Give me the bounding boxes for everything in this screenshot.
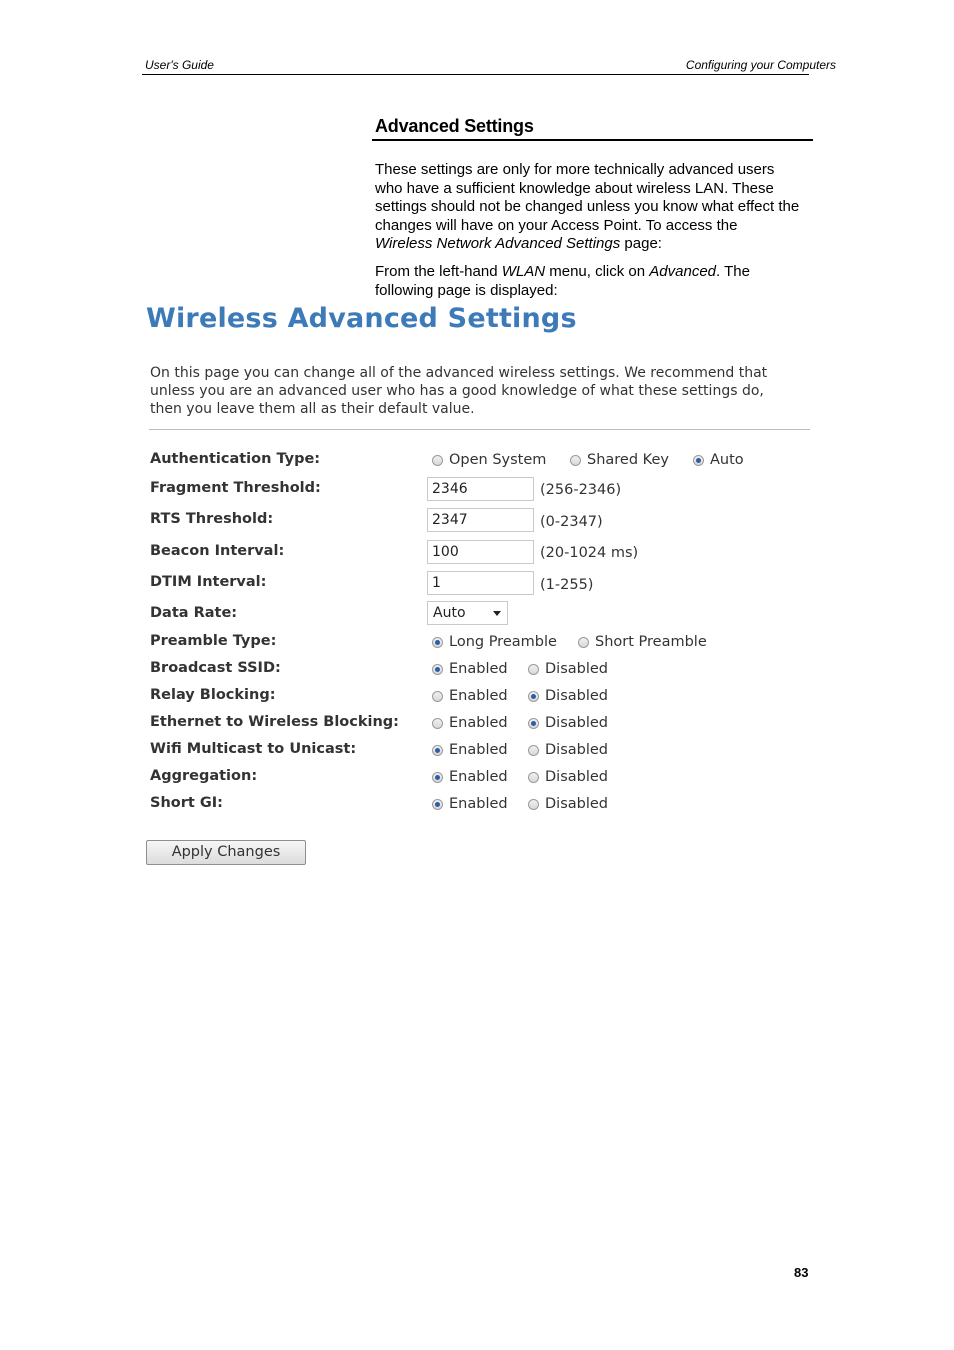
beacon-interval-label: Beacon Interval: — [150, 543, 285, 559]
option-label: Short Preamble — [595, 634, 707, 650]
multicast-unicast-label: Wifi Multicast to Unicast: — [150, 741, 357, 757]
option-label: Disabled — [545, 688, 608, 704]
short-gi-enabled-radio[interactable] — [432, 796, 508, 812]
ethernet-blocking-enabled-radio[interactable] — [432, 715, 508, 731]
option-label: Open System — [449, 452, 547, 468]
option-label: Disabled — [545, 661, 608, 677]
auth-shared-key-radio[interactable] — [570, 452, 669, 468]
page-name: Wireless Network Advanced Settings — [375, 235, 621, 252]
option-label: Shared Key — [587, 452, 669, 468]
menu-name: WLAN — [501, 263, 546, 280]
intro-line: unless you are an advanced user who has a good knowledge of what these settings do, — [150, 383, 764, 399]
multicast-enabled-radio[interactable] — [432, 742, 508, 758]
radio-icon — [432, 455, 443, 466]
header-right: Configuring your Computers — [685, 58, 836, 72]
option-label: Long Preamble — [449, 634, 557, 650]
radio-selected-icon — [528, 691, 539, 702]
intro-line: then you leave them all as their default value. — [150, 401, 475, 417]
radio-selected-icon — [528, 718, 539, 729]
radio-selected-icon — [432, 772, 443, 783]
option-label: Disabled — [545, 769, 608, 785]
instruction-paragraph — [375, 263, 815, 300]
option-label: Disabled — [545, 796, 608, 812]
para-line: who have a sufficient knowledge about wireless LAN. These — [375, 179, 774, 197]
option-label: Auto — [710, 452, 744, 468]
chevron-down-icon — [493, 611, 501, 616]
beacon-interval-input[interactable]: 100 — [427, 540, 534, 564]
radio-icon — [570, 455, 581, 466]
preamble-type-label: Preamble Type: — [150, 633, 277, 649]
radio-selected-icon — [432, 799, 443, 810]
short-gi-label: Short GI: — [150, 795, 223, 811]
fragment-threshold-label: Fragment Threshold: — [150, 480, 321, 496]
radio-icon — [528, 745, 539, 756]
menu-item-name: Advanced — [649, 263, 717, 280]
short-gi-disabled-radio[interactable] — [528, 796, 608, 812]
aggregation-enabled-radio[interactable] — [432, 769, 508, 785]
radio-selected-icon — [432, 664, 443, 675]
ui-divider — [149, 429, 810, 430]
rts-threshold-input[interactable]: 2347 — [427, 508, 534, 532]
para-text: . The — [716, 263, 750, 280]
page-number: 83 — [794, 1265, 809, 1280]
option-label: Enabled — [449, 688, 508, 704]
radio-selected-icon — [432, 637, 443, 648]
option-label: Disabled — [545, 742, 608, 758]
option-label: Enabled — [449, 796, 508, 812]
para-text: From the left-hand — [375, 263, 502, 280]
para-line: These settings are only for more technically advanced users — [375, 161, 775, 178]
para-line: changes will have on your Access Point. To access the — [375, 216, 738, 234]
radio-icon — [528, 772, 539, 783]
relay-blocking-label: Relay Blocking: — [150, 687, 276, 703]
dtim-interval-input[interactable]: 1 — [427, 571, 534, 595]
fragment-threshold-range: (256-2346) — [540, 482, 622, 498]
intro-line: On this page you can change all of the advanced wireless settings. We recommend that — [150, 365, 768, 381]
rts-threshold-label: RTS Threshold: — [150, 511, 274, 527]
section-title: Advanced Settings — [375, 116, 534, 136]
radio-icon — [528, 664, 539, 675]
data-rate-select[interactable] — [427, 601, 508, 625]
auth-auto-radio[interactable] — [693, 452, 744, 468]
radio-icon — [432, 691, 443, 702]
broadcast-ssid-disabled-radio[interactable] — [528, 661, 608, 677]
dtim-interval-range: (1-255) — [540, 577, 594, 593]
para-text: following page is displayed: — [375, 281, 558, 299]
beacon-interval-range: (20-1024 ms) — [540, 545, 639, 561]
option-label: Enabled — [449, 661, 508, 677]
radio-icon — [528, 799, 539, 810]
header-left: User's Guide — [145, 58, 214, 72]
header-rule — [142, 74, 809, 75]
rts-threshold-range: (0-2347) — [540, 514, 603, 530]
intro-paragraph — [375, 161, 815, 254]
radio-icon — [432, 718, 443, 729]
selected-value: Auto — [433, 605, 466, 621]
ethernet-blocking-disabled-radio[interactable] — [528, 715, 608, 731]
broadcast-ssid-label: Broadcast SSID: — [150, 660, 281, 676]
data-rate-label: Data Rate: — [150, 605, 238, 621]
ui-page-title: Wireless Advanced Settings — [146, 303, 577, 334]
fragment-threshold-input[interactable]: 2346 — [427, 477, 534, 501]
ethernet-wireless-blocking-label: Ethernet to Wireless Blocking: — [150, 714, 399, 730]
para-line: settings should not be changed unless you know what effect the — [375, 198, 800, 215]
radio-selected-icon — [693, 455, 704, 466]
preamble-short-radio[interactable] — [578, 634, 707, 650]
auth-open-system-radio[interactable] — [432, 452, 546, 468]
option-label: Enabled — [449, 715, 508, 731]
option-label: Disabled — [545, 715, 608, 731]
aggregation-disabled-radio[interactable] — [528, 769, 608, 785]
apply-changes-button[interactable]: Apply Changes — [146, 840, 306, 865]
radio-selected-icon — [432, 745, 443, 756]
radio-icon — [578, 637, 589, 648]
broadcast-ssid-enabled-radio[interactable] — [432, 661, 508, 677]
option-label: Enabled — [449, 742, 508, 758]
option-label: Enabled — [449, 769, 508, 785]
dtim-interval-label: DTIM Interval: — [150, 574, 267, 590]
relay-blocking-disabled-radio[interactable] — [528, 688, 608, 704]
preamble-long-radio[interactable] — [432, 634, 557, 650]
auth-type-label: Authentication Type: — [150, 451, 321, 467]
relay-blocking-enabled-radio[interactable] — [432, 688, 508, 704]
ui-intro-text — [150, 364, 818, 418]
section-rule — [372, 139, 813, 141]
aggregation-label: Aggregation: — [150, 768, 258, 784]
para-tail: page: — [620, 235, 662, 252]
para-text: menu, click on — [545, 263, 650, 280]
multicast-disabled-radio[interactable] — [528, 742, 608, 758]
